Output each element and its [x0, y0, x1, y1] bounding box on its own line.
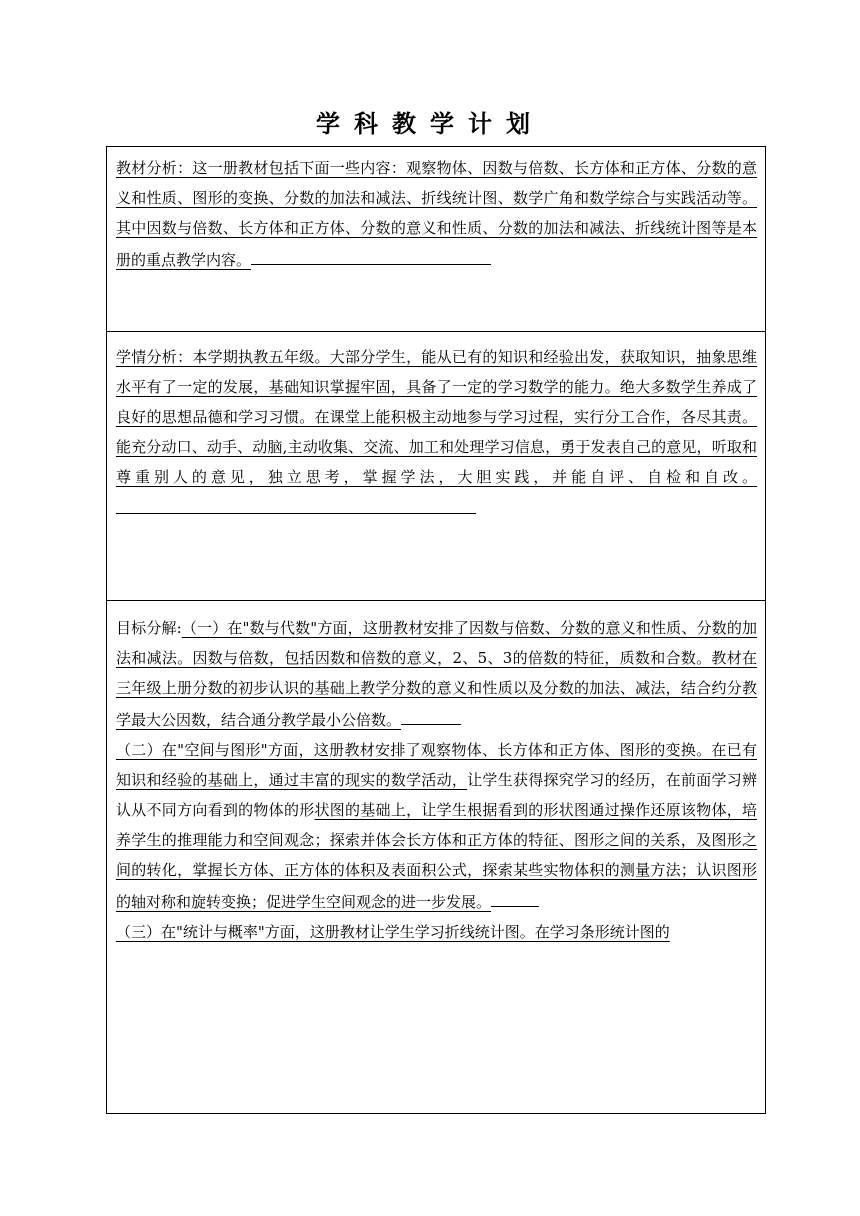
goal-part-1-text: （一）在"数与代数"方面，这册教材安排了因数与倍数、分数的意义和性质、分数的加法和减法。因数与倍数，包括因数和倍数的意义，2、5、3的倍数的特征，质数和合数。教材在三年级上册分数的初步认识的基础上教学分数的意义和性质以及分数的加法、减法，结合约分教学最大公因数，结合通分教学最小公倍数。 [116, 619, 757, 729]
underline-fill [401, 703, 461, 725]
textbook-analysis-text: 这一册教材包括下面一些内容：观察物体、因数与倍数、长方体和正方体、分数的意义和性质、图形的变换、分数的加法和减法、折线统计图、数学广角和数学综合与实践活动等。其中因数与倍数、长方体和正方体、分数的意义和性质、分数的加法和减法、折线统计图等是本册的重点教学内容。 [116, 159, 757, 269]
textbook-analysis-cell [107, 147, 766, 332]
student-analysis-text: 本学期执教五年级。大部分学生，能从已有的知识和经验出发，获取知识，抽象思维水平有了一定的发展，基础知识掌握牢固，具备了一定的学习数学的能力。绝大多数学生养成了良好的思想品德和学习习惯。在课堂上能积极主动地参与学习过程，实行分工合作，各尽其责。 能充分动口、动手、动脑,主动收集、交流、加工和处理学习信息，勇于发表自己的意见，听取和尊重别人的意见，独立思考，掌握学法，大胆实践，并能自评、自检和自改。 [116, 348, 757, 486]
plan-table [106, 146, 766, 1114]
table-row-student-analysis [107, 332, 766, 601]
table-row-goal-breakdown [107, 601, 766, 1114]
underline-fill [251, 243, 491, 265]
goal-part-2-text-c: 状图的基础上，让学生根据看到的形状图通过操作还原该物体，培养学生的推理能力和空间观念；探索并体会长方体和正方体的特征、图形之间的关系，及图形之间的转化，掌握长方体、正方体的体积及表面积公式，探索某些实物体积的测量方法；认识图形的轴对称和旋转变换；促进学生空间观念的进一步发展。 [116, 801, 757, 911]
goal-breakdown-label: 目标分解: [116, 619, 182, 637]
goal-part-2-text-a: （二）在"空间与图形"方面，这册教材安排了观察物体、长方体和正方体、图形的变换。在已有知识和经验的基础上，通过丰富的现实的数学活动， [116, 741, 757, 789]
underline-fill [491, 885, 539, 907]
goal-part-3-text: （三）在"统计与概率"方面，这册教材让学生学习折线统计图。在学习条形统计图的 [116, 923, 670, 941]
goal-part-2-text-b: 让学生获得探究学习的经历，在前面学习辨认从不同方向看到的物体的形 [116, 771, 757, 819]
textbook-analysis-label: 教材分析： [116, 159, 193, 177]
underline-fill [116, 492, 476, 514]
goal-breakdown-cell [107, 601, 766, 1114]
table-row-textbook-analysis [107, 147, 766, 332]
student-analysis-label: 学情分析： [116, 348, 193, 366]
page-title: 学科教学计划 [316, 109, 544, 138]
student-analysis-cell [107, 332, 766, 601]
